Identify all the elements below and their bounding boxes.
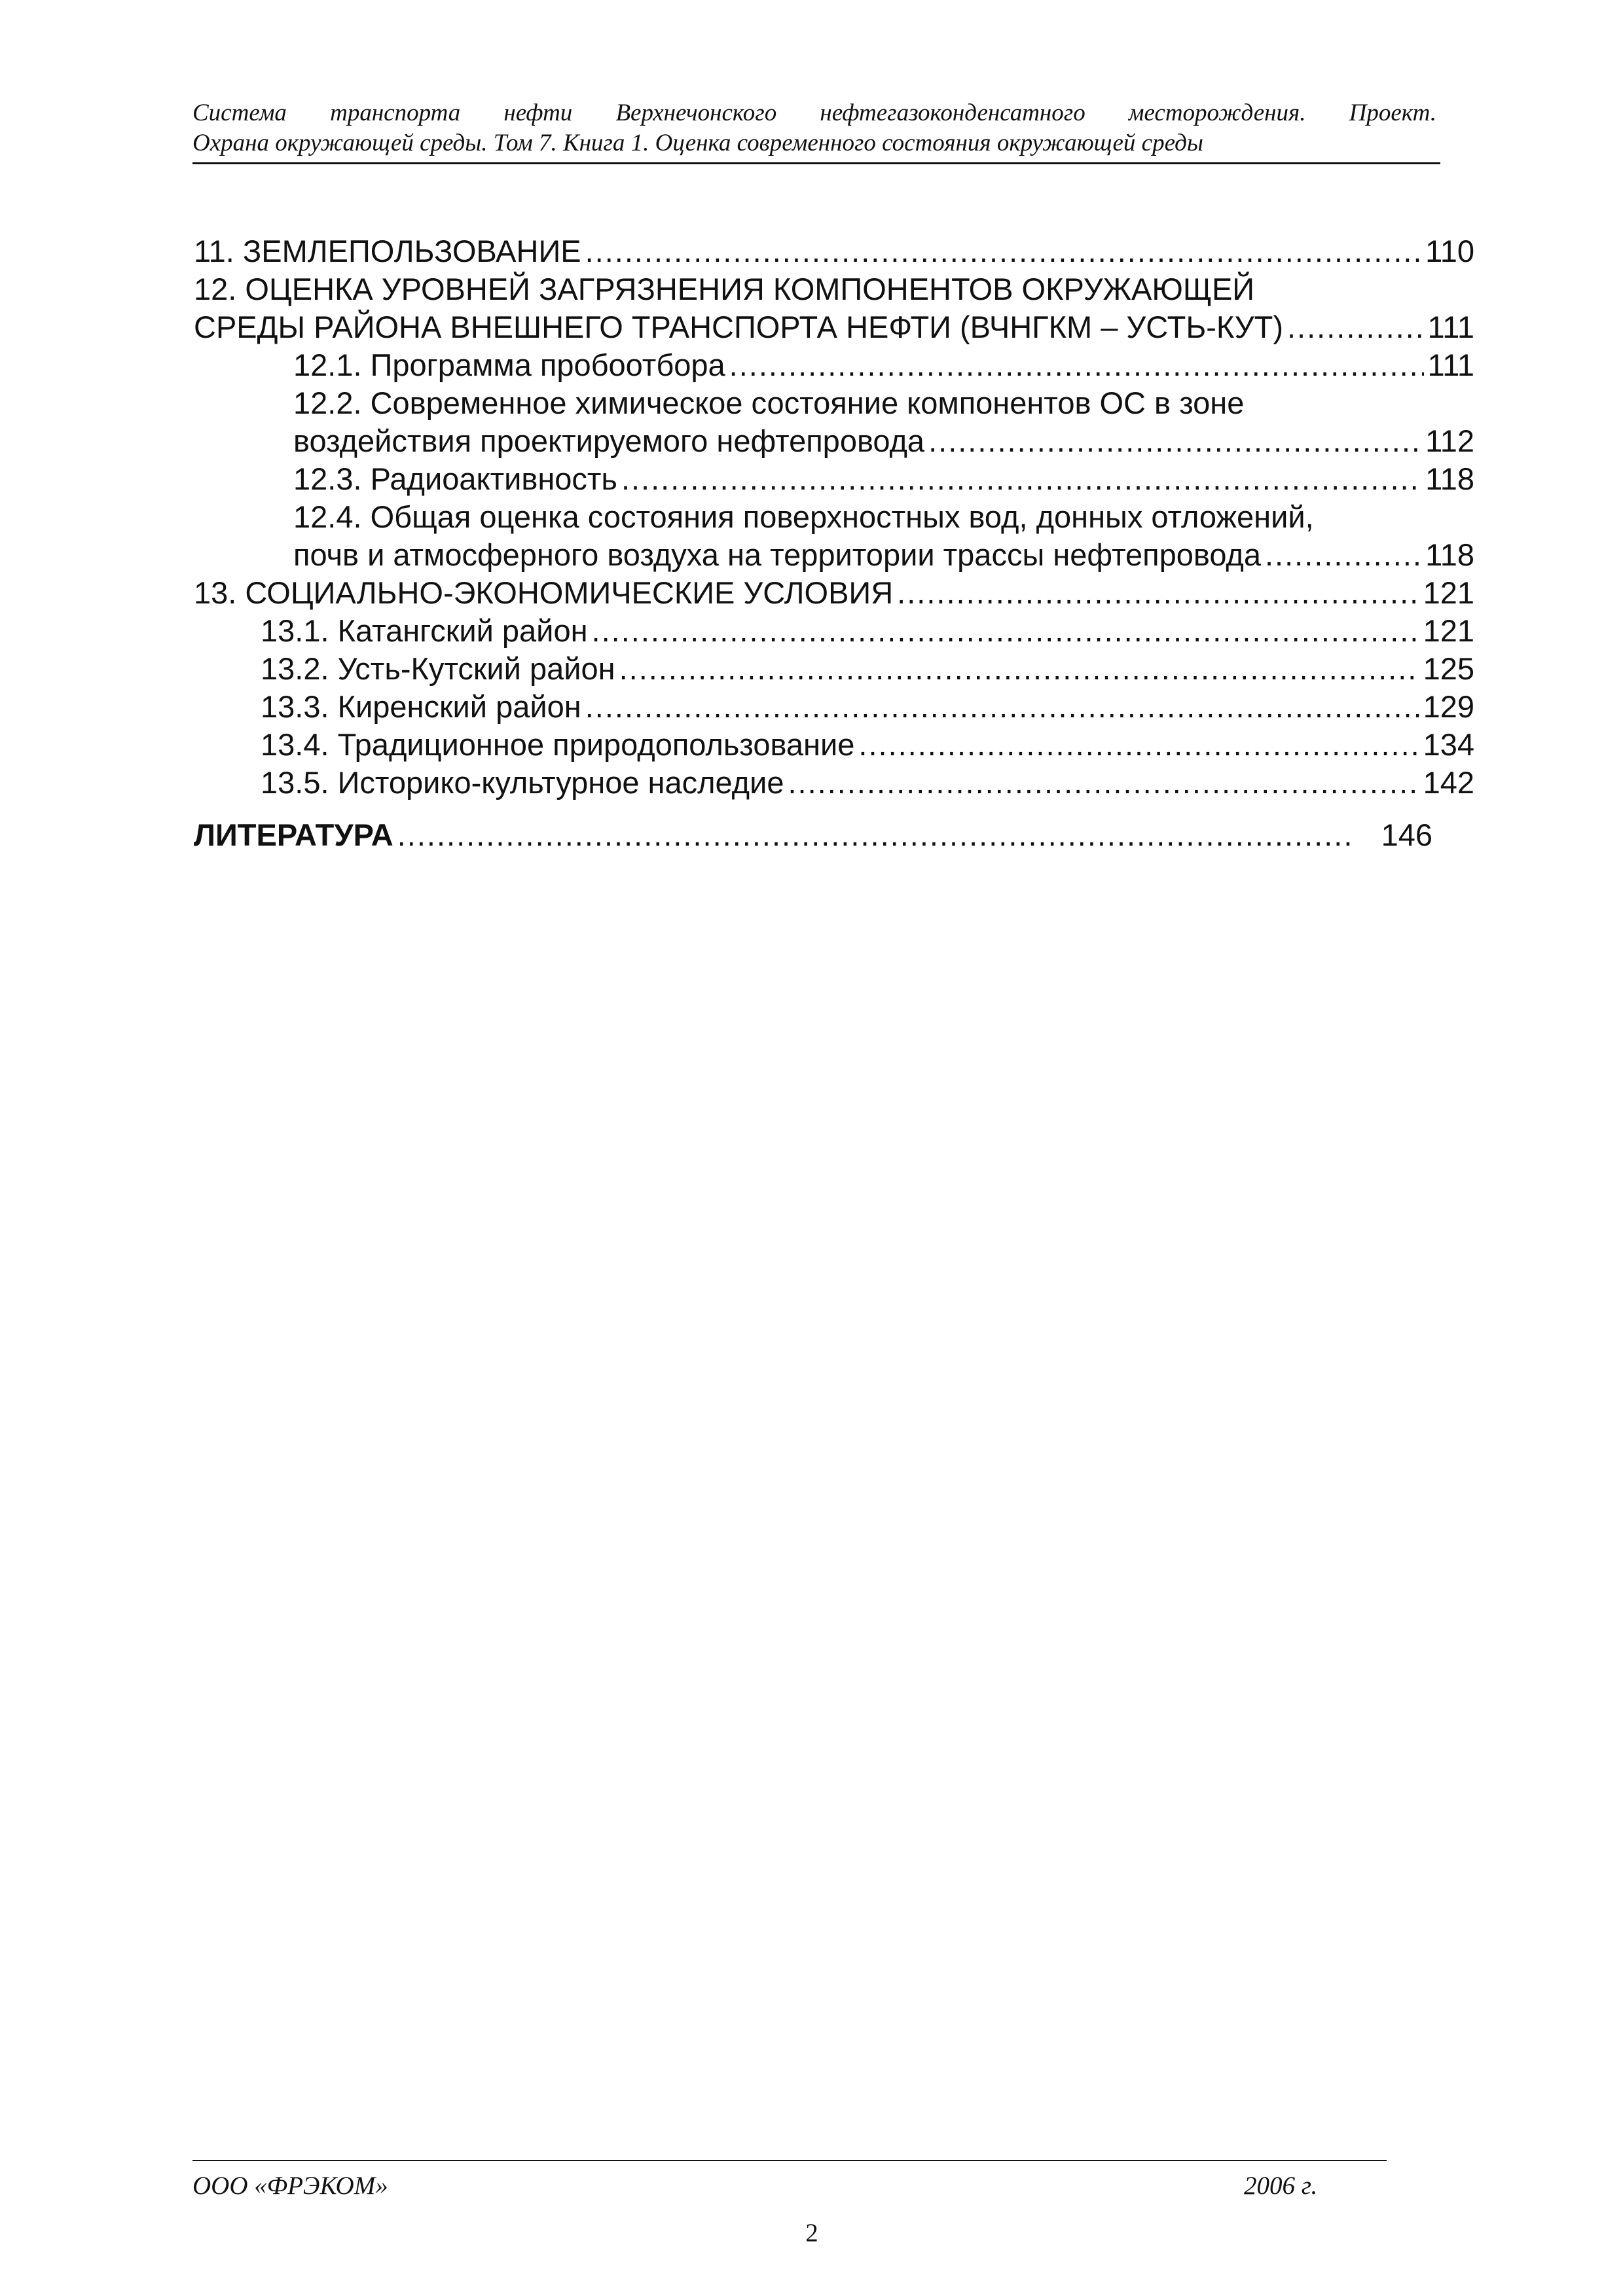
toc-entry-13-5[interactable] (194, 764, 1474, 802)
toc-entry-title: 13.5. Историко-культурное наследие (261, 765, 784, 800)
toc-page-number: 134 (1423, 727, 1474, 762)
footer-divider (192, 2160, 1387, 2161)
toc-dot-leader (585, 688, 1419, 726)
toc-entry-title-line1: 12.2. Современное химическое состояние компонентов ОС в зоне (293, 386, 1245, 420)
toc-entry-title: 13.3. Киренский район (261, 689, 581, 724)
toc-entry-12[interactable] (194, 270, 1474, 346)
toc-entry-title: 13.2. Усть-Кутский район (261, 651, 615, 686)
toc-page-number: 112 (1425, 423, 1474, 458)
toc-dot-leader (788, 764, 1419, 802)
toc-dot-leader (619, 650, 1419, 688)
toc-dot-leader (928, 422, 1421, 460)
toc-page-number: 146 (1381, 817, 1432, 852)
toc-dot-leader (1265, 536, 1421, 574)
toc-page-number: 111 (1427, 310, 1474, 344)
toc-page-number: 118 (1425, 537, 1474, 572)
toc-entry-title: 12.1. Программа пробоотбора (293, 348, 725, 382)
toc-entry-12-4[interactable] (194, 498, 1474, 574)
toc-dot-leader (585, 232, 1421, 270)
toc-entry-12-3[interactable] (194, 460, 1474, 498)
toc-entry-title-line2: почв и атмосферного воздуха на территории трассы нефтепровода (293, 537, 1261, 572)
toc-page-number: 118 (1425, 461, 1474, 496)
toc-entry-title: 11. ЗЕМЛЕПОЛЬЗОВАНИЕ (194, 234, 581, 268)
toc-entry-12-2[interactable] (194, 384, 1474, 460)
toc-entry-13-1[interactable] (194, 612, 1474, 650)
footer-organization: ООО «ФРЭКОМ» (192, 2172, 388, 2200)
toc-page-number: 121 (1423, 613, 1474, 648)
toc-entry-literature[interactable] (194, 816, 1474, 854)
toc-entry-title: 13.4. Традиционное природопользование (261, 727, 855, 762)
toc-entry-title: 13. СОЦИАЛЬНО-ЭКОНОМИЧЕСКИЕ УСЛОВИЯ (194, 575, 894, 610)
toc-page-number: 121 (1423, 575, 1474, 610)
toc-entry-title-line2: СРЕДЫ РАЙОНА ВНЕШНЕГО ТРАНСПОРТА НЕФТИ (ВЧНГКМ – УСТЬ-КУТ) (194, 310, 1283, 344)
toc-entry-12-1[interactable] (194, 346, 1474, 384)
toc-entry-title-line1: 12.4. Общая оценка состояния поверхностных вод, донных отложений, (293, 499, 1314, 534)
toc-entry-13-3[interactable] (194, 688, 1474, 726)
footer-year: 2006 г. (1244, 2172, 1318, 2200)
toc-entry-13[interactable] (194, 574, 1474, 612)
toc-entry-title: ЛИТЕРАТУРА (194, 817, 393, 852)
toc-entry-11[interactable] (194, 232, 1474, 270)
header-divider (192, 162, 1440, 164)
toc-entry-title-line1: 12. ОЦЕНКА УРОВНЕЙ ЗАГРЯЗНЕНИЯ КОМПОНЕНТОВ ОКРУЖАЮЩЕЙ (194, 272, 1255, 306)
toc-entry-title: 13.1. Катангский район (261, 613, 588, 648)
header-title-line1: Система транспорта нефти Верхнечонского нефтегазоконденсатного месторождения. Проект. (192, 99, 1436, 126)
toc-page-number: 111 (1427, 348, 1474, 382)
toc-entry-title-line2: воздействия проектируемого нефтепровода (293, 423, 925, 458)
toc-dot-leader (1287, 308, 1424, 346)
toc-page-number: 129 (1423, 689, 1474, 724)
toc-entry-13-4[interactable] (194, 726, 1474, 764)
toc-dot-leader (897, 574, 1419, 612)
toc-dot-leader (592, 612, 1419, 650)
toc-page-number: 125 (1423, 651, 1474, 686)
toc-dot-leader (858, 726, 1419, 764)
table-of-contents (194, 232, 1474, 854)
toc-entry-13-2[interactable] (194, 650, 1474, 688)
header-title-line2: Охрана окружающей среды. Том 7. Книга 1. Оценка современного состояния окружающей среды (192, 130, 1203, 156)
page-number: 2 (805, 2219, 818, 2247)
toc-page-number: 110 (1425, 234, 1474, 268)
toc-dot-leader (729, 346, 1424, 384)
toc-page-number: 142 (1423, 765, 1474, 800)
toc-entry-title: 12.3. Радиоактивность (293, 461, 617, 496)
toc-dot-leader (621, 460, 1421, 498)
toc-dot-leader (397, 816, 1351, 854)
